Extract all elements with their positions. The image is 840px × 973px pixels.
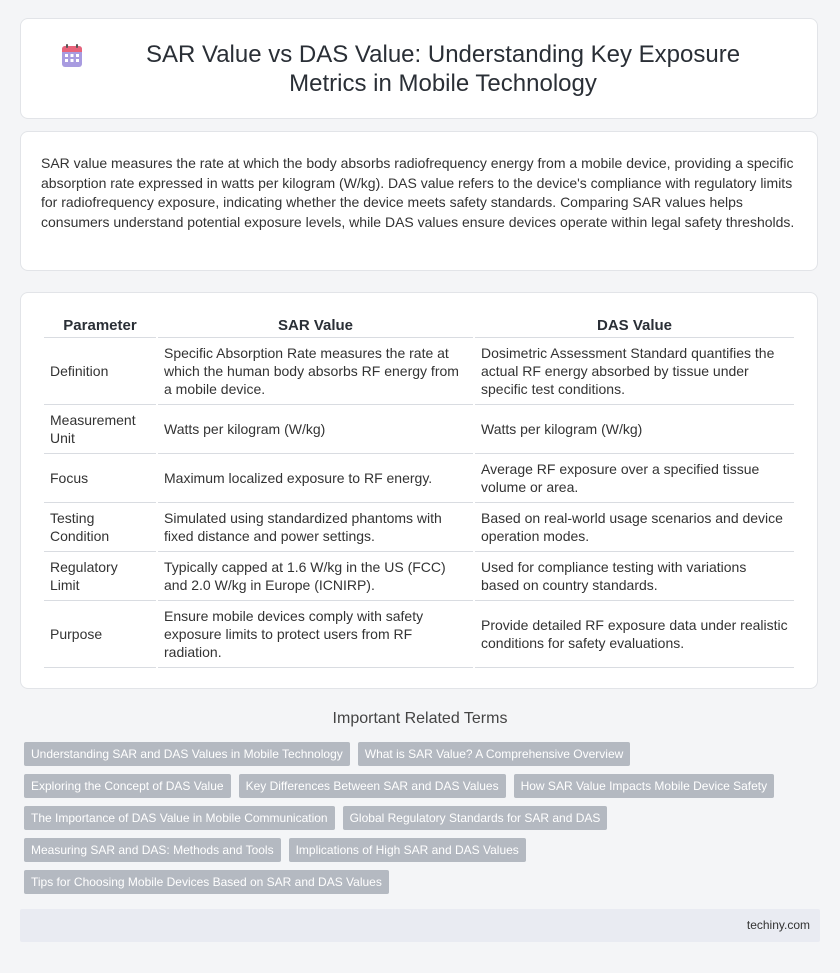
table-row	[44, 338, 794, 405]
param-cell: Testing Condition	[44, 503, 156, 552]
das-cell: Watts per kilogram (W/kg)	[475, 405, 794, 454]
das-cell: Based on real-world usage scenarios and device operation modes.	[475, 503, 794, 552]
related-term-tag[interactable]: Implications of High SAR and DAS Values	[289, 838, 526, 862]
comparison-table-card	[20, 292, 818, 689]
table-row	[44, 405, 794, 454]
related-term-tag[interactable]: Measuring SAR and DAS: Methods and Tools	[24, 838, 281, 862]
intro-paragraph: SAR value measures the rate at which the body absorbs radiofrequency energy from a mobile device, providing a specific absorption rate expressed in watts per kilogram (W/kg). DAS value refers to the device's compliance with regulatory limits for radiofrequency exposure, indicating whether the device meets safety standards. Comparing SAR values helps consumers understand potential exposure levels, while DAS values ensure devices operate within legal safety thresholds.	[41, 155, 795, 230]
sar-cell: Watts per kilogram (W/kg)	[158, 405, 473, 454]
related-term-tag[interactable]: What is SAR Value? A Comprehensive Overview	[358, 742, 631, 766]
das-cell: Used for compliance testing with variations based on country standards.	[475, 552, 794, 601]
title-block	[61, 40, 777, 98]
das-cell: Provide detailed RF exposure data under realistic conditions for safety evaluations.	[475, 601, 794, 668]
page-title: SAR Value vs DAS Value: Understanding Key Exposure Metrics in Mobile Technology	[145, 40, 741, 97]
param-cell: Focus	[44, 454, 156, 503]
related-term-tag[interactable]: Tips for Choosing Mobile Devices Based on SAR and DAS Values	[24, 870, 389, 894]
tag-row	[24, 806, 824, 830]
tag-row	[24, 742, 824, 766]
param-cell: Measurement Unit	[44, 405, 156, 454]
comparison-table	[42, 313, 796, 668]
table-row	[44, 503, 794, 552]
intro-card	[20, 131, 818, 271]
related-term-tag[interactable]: Global Regulatory Standards for SAR and DAS	[343, 806, 608, 830]
title-card	[20, 18, 818, 119]
tag-row	[24, 870, 824, 894]
header-sar-value: SAR Value	[158, 313, 473, 338]
table-row	[44, 601, 794, 668]
related-terms-heading: Important Related Terms	[332, 710, 508, 727]
table-row	[44, 552, 794, 601]
param-cell: Definition	[44, 338, 156, 405]
related-term-tag[interactable]: How SAR Value Impacts Mobile Device Safety	[514, 774, 775, 798]
sar-cell: Maximum localized exposure to RF energy.	[158, 454, 473, 503]
table-row	[44, 454, 794, 503]
sar-cell: Ensure mobile devices comply with safety exposure limits to protect users from RF radiation.	[158, 601, 473, 668]
param-cell: Regulatory Limit	[44, 552, 156, 601]
calendar-grid-icon	[61, 44, 83, 68]
related-term-tag[interactable]: The Importance of DAS Value in Mobile Communication	[24, 806, 335, 830]
param-cell: Purpose	[44, 601, 156, 668]
related-terms-list	[24, 742, 824, 902]
related-term-tag[interactable]: Key Differences Between SAR and DAS Values	[239, 774, 506, 798]
sar-cell: Typically capped at 1.6 W/kg in the US (FCC) and 2.0 W/kg in Europe (ICNIRP).	[158, 552, 473, 601]
das-cell: Dosimetric Assessment Standard quantifies the actual RF energy absorbed by tissue under specific test conditions.	[475, 338, 794, 405]
tag-row	[24, 838, 824, 862]
tag-row	[24, 774, 824, 798]
table-header-row	[44, 313, 794, 338]
das-cell: Average RF exposure over a specified tissue volume or area.	[475, 454, 794, 503]
sar-cell: Simulated using standardized phantoms with fixed distance and power settings.	[158, 503, 473, 552]
sar-cell: Specific Absorption Rate measures the rate at which the human body absorbs RF energy from a mobile device.	[158, 338, 473, 405]
footer-bar	[20, 909, 820, 942]
related-term-tag[interactable]: Exploring the Concept of DAS Value	[24, 774, 231, 798]
footer-site-link[interactable]: techiny.com	[746, 918, 810, 932]
header-das-value: DAS Value	[475, 313, 794, 338]
header-parameter: Parameter	[44, 313, 156, 338]
related-term-tag[interactable]: Understanding SAR and DAS Values in Mobile Technology	[24, 742, 350, 766]
